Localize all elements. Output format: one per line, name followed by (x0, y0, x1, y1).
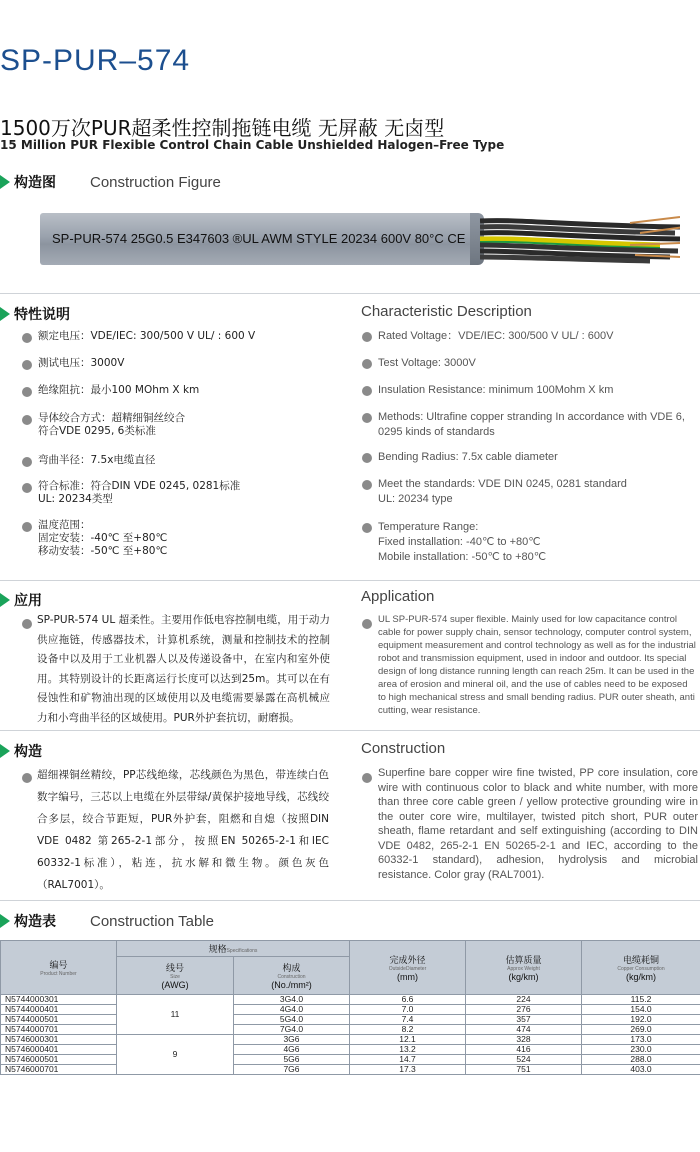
char-text: 绝缘阻抗：最小100 MOhm X km (38, 384, 200, 396)
char-item-en (362, 477, 627, 507)
cell-weight: 416 (466, 1045, 582, 1055)
char-text: 符合标准：符合DIN VDE 0245, 0281标准 UL: 20234类型 (38, 480, 241, 505)
header-copper-consumption: 电缆耗铜 Copper Consumption (kg/km) (582, 941, 700, 995)
table-row (1, 1015, 700, 1025)
divider (0, 900, 700, 901)
cell-copper: 192.0 (582, 1015, 700, 1025)
table-row (1, 1065, 700, 1075)
char-item-en (362, 356, 476, 371)
cell-weight: 524 (466, 1055, 582, 1065)
cell-product-number: N5746000501 (1, 1055, 117, 1065)
char-item-cn (22, 519, 167, 558)
cable-sheath (40, 213, 475, 265)
bullet-dot-icon (22, 457, 32, 467)
cable-cores-image (480, 213, 680, 265)
char-text: Meet the standards: VDE DIN 0245, 0281 standard UL: 20234 type (378, 478, 627, 505)
char-item-cn (22, 454, 155, 467)
char-item-cn (22, 357, 124, 370)
bullet-dot-icon (362, 332, 372, 342)
construction-text-cn: 超细裸铜丝精绞，PP芯线绝缘，芯线颜色为黑色，带连续白色数字编号，三芯以上电缆在外层带绿/黄保护接地导线，芯线绞合多层，绞合节距短，PUR外护套，阻燃和自熄（按照DIN VDE 0482 第265-2-1部分，按照EN 50265-2-1和IEC 60332-1标准），粘连，抗水解和微生物。颜色灰色（RAL7001）。 (37, 769, 329, 891)
cell-construction: 3G6 (234, 1035, 350, 1045)
char-text: Methods: Ultrafine copper stranding In accordance with VDE 6, 0295 kinds of standards (378, 411, 685, 438)
subtitle-chinese: 1500万次PUR超柔性控制拖链电缆 无屏蔽 无卤型 (0, 116, 445, 140)
cell-construction: 7G6 (234, 1065, 350, 1075)
bullet-dot-icon (22, 360, 32, 370)
section-title-cn: 构造表 (14, 914, 56, 930)
cell-awg: 9 (117, 1035, 234, 1075)
section-title-cn: 应用 (14, 593, 42, 609)
char-item-en (362, 329, 613, 344)
cell-diameter: 14.7 (350, 1055, 466, 1065)
bullet-dot-icon (362, 359, 372, 369)
table-row (1, 1025, 700, 1035)
char-item-cn (22, 330, 255, 343)
divider (0, 580, 700, 581)
char-item-en (362, 450, 558, 465)
cell-weight: 224 (466, 995, 582, 1005)
construction-text-en: Superfine bare copper wire fine twisted, PP core insulation, core wire with continuous color to black and white number, with more than three core cable green / yellow protective grounding wire in the outer core wire, multilayer, twisted pitch short, PUR outer sheath, flame retardant and self extinguishing (according to DIN VDE 0482, 265-2-1 EN 50265-2-1 and IEC, according to the 60332-1 standard), adhesion, hydrolysis and microbial resistance. Color gray (RAL7001). (378, 767, 698, 881)
cable-figure (40, 213, 660, 265)
section-title-cn: 构造 (14, 744, 42, 760)
section-title-en: Characteristic Description (361, 303, 532, 320)
cell-diameter: 17.3 (350, 1065, 466, 1075)
bullet-dot-icon (362, 453, 372, 463)
cell-weight: 276 (466, 1005, 582, 1015)
header-gauge: 线号 Size (AWG) (117, 957, 234, 995)
construction-table (0, 940, 700, 1075)
table-row (1, 1055, 700, 1065)
construction-heading-cn (0, 741, 42, 761)
cell-construction: 5G4.0 (234, 1015, 350, 1025)
cell-copper: 288.0 (582, 1055, 700, 1065)
application-text-en: UL SP-PUR-574 super flexible. Mainly used for low capacitance control cable for power supply chain, sensor technology, computer control system, equipment measurement and control technology as well as for the industrial robot and transmission equipment, used in indoor and outdoor. Its special design of long distance running length can reach 25m. It can be used in the area of erosion and mineral oil, and the use of cables need to be exposed to high mechanical stress and small bending radius. PUR outer sheath, anti cutting, wear resistance. (378, 614, 696, 716)
char-item-cn (22, 384, 199, 397)
cable-print-text: SP-PUR-574 25G0.5 E347603 ®UL AWM STYLE 20234 600V 80°C CE (52, 231, 466, 246)
characteristics-heading-en (361, 303, 532, 320)
bullet-dot-icon (22, 333, 32, 343)
table-row (1, 995, 700, 1005)
table-row (1, 1035, 700, 1045)
bullet-dot-icon (362, 480, 372, 490)
bullet-dot-icon (22, 415, 32, 425)
cell-product-number: N5744000701 (1, 1025, 117, 1035)
green-arrow-icon (0, 175, 10, 189)
cell-copper: 230.0 (582, 1045, 700, 1055)
application-heading-en (361, 588, 434, 605)
char-text: 额定电压：VDE/IEC: 300/500 V UL/ : 600 V (38, 330, 256, 342)
cell-construction: 5G6 (234, 1055, 350, 1065)
cell-diameter: 7.4 (350, 1015, 466, 1025)
cell-product-number: N5744000401 (1, 1005, 117, 1015)
header-approx-weight: 估算质量 Approx Weight (kg/km) (466, 941, 582, 995)
char-text: 导体绞合方式：超精细铜丝绞合 符合VDE 0295, 6类标准 (38, 412, 185, 437)
table-row (1, 1045, 700, 1055)
page-title: SP-PUR–574 (0, 44, 191, 77)
divider (0, 730, 700, 731)
cell-product-number: N5746000301 (1, 1035, 117, 1045)
cell-construction: 4G4.0 (234, 1005, 350, 1015)
cell-weight: 751 (466, 1065, 582, 1075)
bullet-dot-icon (22, 483, 32, 493)
cell-weight: 357 (466, 1015, 582, 1025)
bullet-dot-icon (22, 387, 32, 397)
char-text: 弯曲半径：7.5x电缆直径 (38, 454, 156, 466)
characteristics-heading-cn (0, 304, 70, 324)
section-title-en: Construction Figure (90, 173, 221, 191)
header-outside-diameter: 完成外径 OutsideDiameter (mm) (350, 941, 466, 995)
divider (0, 293, 700, 294)
bullet-dot-icon (22, 522, 32, 532)
cell-diameter: 13.2 (350, 1045, 466, 1055)
green-arrow-icon (0, 593, 10, 607)
char-text: 温度范围： 固定安装：-40℃ 至+80℃ 移动安装：-50℃ 至+80℃ (38, 519, 168, 557)
application-heading-cn (0, 590, 42, 610)
cell-copper: 269.0 (582, 1025, 700, 1035)
green-arrow-icon (0, 914, 10, 928)
cell-product-number: N5746000401 (1, 1045, 117, 1055)
cell-copper: 154.0 (582, 1005, 700, 1015)
application-text-cn: SP-PUR-574 UL 超柔性。主要用作低电容控制电缆，用于动力供应拖链，传感器技术，计算机系统，测量和控制技术的控制设备中以及用于工业机器人以及传递设备中，在室内和室外使用。其特别设计的长距离运行长度可以达到25m。其可以在有侵蚀性和矿物油出现的区域使用以及电缆需要暴露在高机械应力和小弯曲半径的区域使用。PUR外护套抗切，耐磨损。 (37, 614, 330, 724)
table-row (1, 1005, 700, 1015)
section-title-en: Construction Table (90, 912, 214, 930)
char-item-cn (22, 412, 185, 438)
cell-diameter: 7.0 (350, 1005, 466, 1015)
cell-construction: 4G6 (234, 1045, 350, 1055)
bullet-dot-icon (22, 773, 32, 783)
construction-table-heading (0, 911, 214, 931)
cell-copper: 173.0 (582, 1035, 700, 1045)
char-item-cn (22, 480, 240, 506)
bullet-dot-icon (362, 523, 372, 533)
cell-diameter: 12.1 (350, 1035, 466, 1045)
green-arrow-icon (0, 307, 10, 321)
construction-figure-heading (0, 172, 221, 192)
char-item-en (362, 520, 546, 565)
char-text: Test Voltage: 3000V (378, 357, 476, 369)
header-construction: 构成 Construction (No./mm²) (234, 957, 350, 995)
cell-product-number: N5744000501 (1, 1015, 117, 1025)
char-text: Temperature Range: Fixed installation: -40℃ to +80℃ Mobile installation: -50℃ to +80℃ (378, 521, 547, 563)
header-specifications: 规格Specifications (117, 941, 350, 957)
section-title-en: Application (361, 588, 435, 605)
char-item-en (362, 410, 685, 440)
cell-diameter: 8.2 (350, 1025, 466, 1035)
char-item-en (362, 383, 613, 398)
cell-construction: 7G4.0 (234, 1025, 350, 1035)
cell-weight: 328 (466, 1035, 582, 1045)
cell-weight: 474 (466, 1025, 582, 1035)
bullet-dot-icon (362, 773, 372, 783)
bullet-dot-icon (362, 413, 372, 423)
cell-awg: 11 (117, 995, 234, 1035)
bullet-dot-icon (22, 619, 32, 629)
char-text: Rated Voltage：VDE/IEC: 300/500 V UL/ : 600V (378, 330, 614, 342)
cell-copper: 115.2 (582, 995, 700, 1005)
cell-copper: 403.0 (582, 1065, 700, 1075)
cell-construction: 3G4.0 (234, 995, 350, 1005)
green-arrow-icon (0, 744, 10, 758)
section-title-cn: 特性说明 (14, 307, 70, 323)
section-title-en: Construction (361, 740, 446, 757)
char-text: Insulation Resistance: minimum 100Mohm X km (378, 384, 614, 396)
cell-product-number: N5746000701 (1, 1065, 117, 1075)
bullet-dot-icon (362, 619, 372, 629)
subtitle-english: 15 Million PUR Flexible Control Chain Cable Unshielded Halogen–Free Type (0, 138, 505, 152)
cell-product-number: N5744000301 (1, 995, 117, 1005)
header-product-number: 编号 Product Number (1, 941, 117, 995)
cell-diameter: 6.6 (350, 995, 466, 1005)
char-text: 测试电压：3000V (38, 357, 125, 369)
construction-heading-en (361, 740, 445, 757)
char-text: Bending Radius: 7.5x cable diameter (378, 451, 558, 463)
section-title-cn: 构造图 (14, 175, 56, 191)
bullet-dot-icon (362, 386, 372, 396)
